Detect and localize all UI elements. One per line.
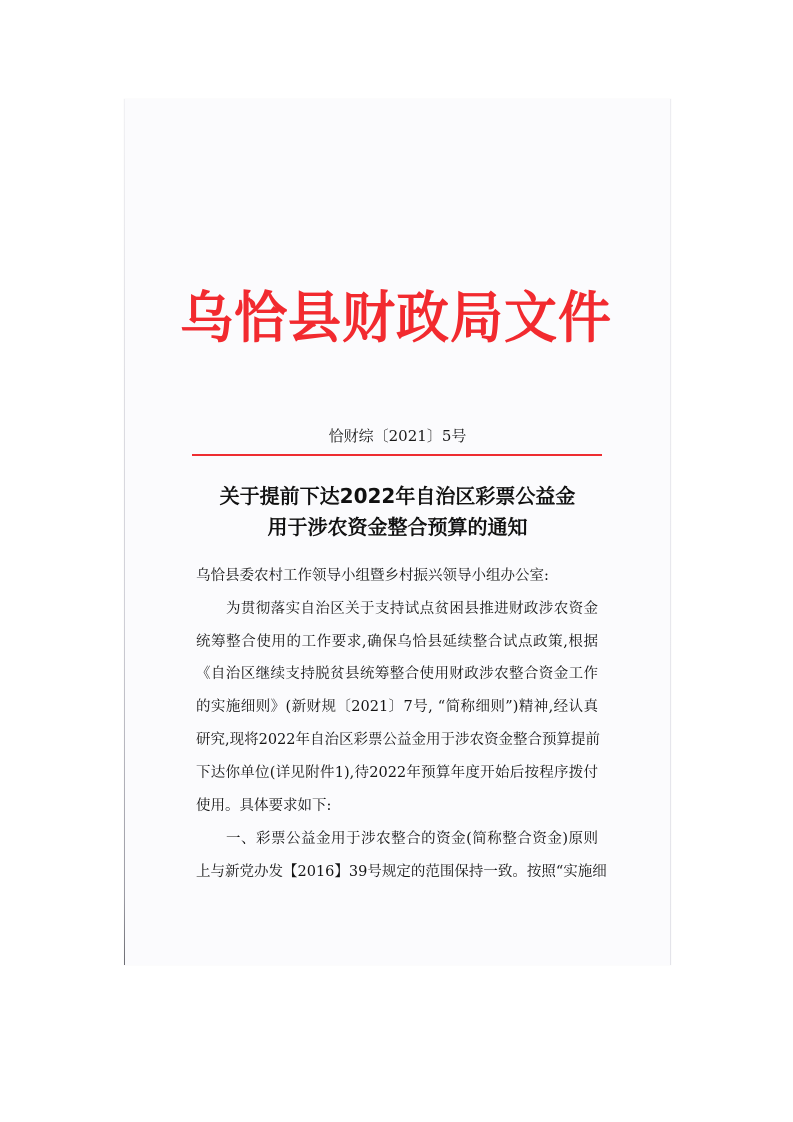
body-line-6: 下达你单位(详见附件1),待2022年预算年度开始后按程序拨付 (196, 765, 598, 781)
body-line-3: 《自治区继续支持脱贫县统筹整合使用财政涉农整合资金工作 (196, 666, 598, 682)
document-number: 恰财综〔2021〕5号 (328, 427, 467, 445)
body-line-2: 统筹整合使用的工作要求,确保乌恰县延续整合试点政策,根据 (196, 634, 598, 650)
red-divider-line (192, 454, 602, 456)
addressee: 乌恰县委农村工作领导小组暨乡村振兴领导小组办公室: (196, 568, 549, 584)
body-line-5: 研究,现将2022年自治区彩票公益金用于涉农资金整合预算提前 (196, 732, 601, 748)
body-line-9: 上与新党办发【2016】39号规定的范围保持一致。按照“实施细 (196, 864, 607, 880)
scan-edge-left (124, 99, 125, 965)
body-line-4: 的实施细则》(新财规〔2021〕7号, “简称细则”)精神,经认真 (196, 699, 598, 715)
notice-title-line-2: 用于涉农资金整合预算的通知 (267, 515, 528, 539)
notice-title-line-1: 关于提前下达2022年自治区彩票公益金 (219, 484, 576, 508)
notice-title (190, 481, 605, 543)
scan-edge-right (670, 99, 671, 965)
body-line-7: 使用。具体要求如下: (196, 798, 332, 814)
body-line-8: 一、彩票公益金用于涉农整合的资金(简称整合资金)原则 (226, 831, 598, 847)
body-line-1: 为贯彻落实自治区关于支持试点贫困县推进财政涉农资金 (226, 601, 598, 617)
document-masthead: 乌恰县财政局文件 (180, 285, 612, 351)
